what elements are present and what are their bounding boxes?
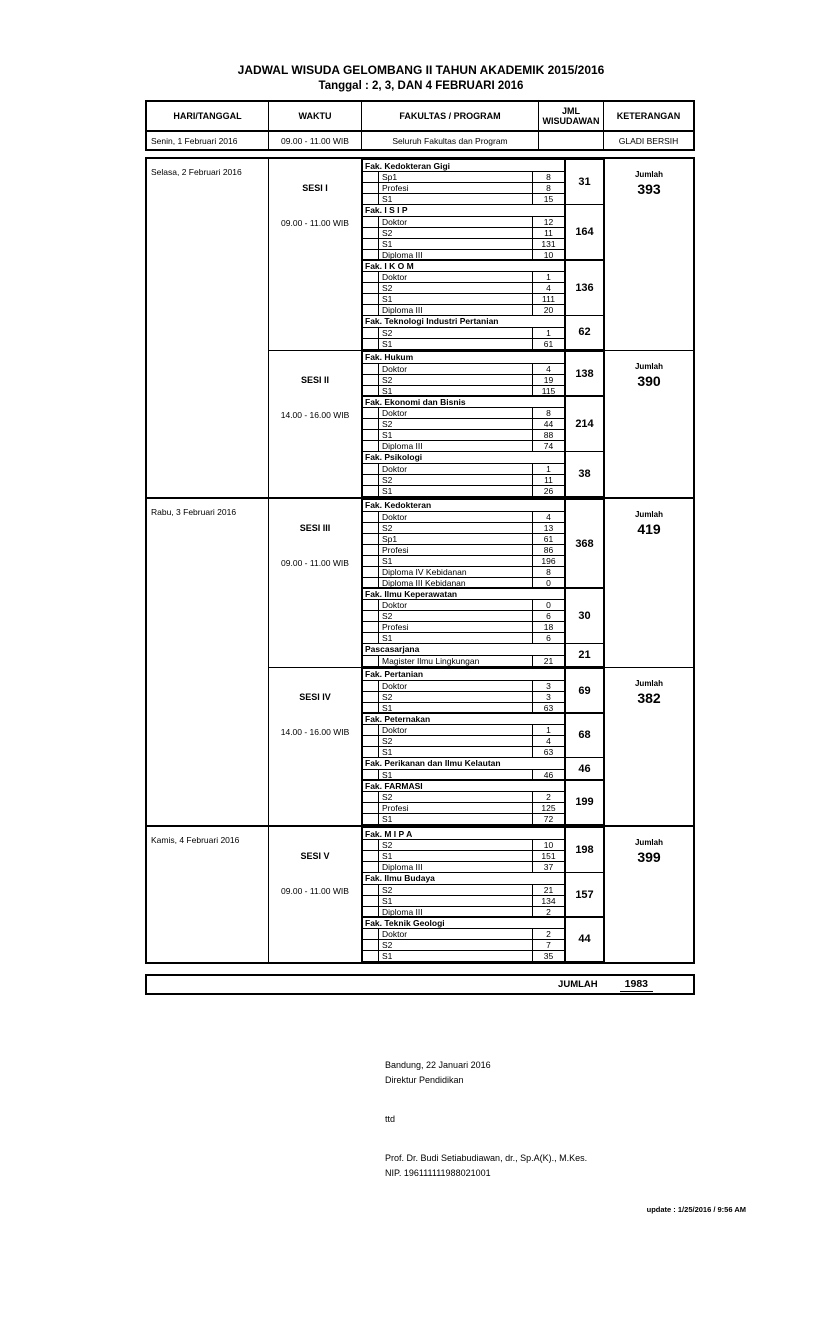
program-name: Doktor xyxy=(378,680,533,692)
program-count: 61 xyxy=(532,533,565,545)
session-label: SESI III xyxy=(299,522,331,533)
program-name: Profesi xyxy=(378,182,533,194)
day-block xyxy=(147,159,693,497)
program-name: Diploma III xyxy=(378,440,533,452)
day-date: Kamis, 4 Februari 2016 xyxy=(147,827,269,962)
jumlah-value: 382 xyxy=(637,689,661,706)
faculty-block xyxy=(362,668,604,714)
session-keterangan xyxy=(604,668,693,826)
program-name: S1 xyxy=(378,238,533,250)
table-header-wrap xyxy=(145,100,695,151)
day-date: Selasa, 2 Februari 2016 xyxy=(147,159,269,497)
program-count: 2 xyxy=(532,928,565,940)
program-name: S1 xyxy=(378,338,533,350)
session-time-cell xyxy=(269,351,362,497)
faculty-block xyxy=(362,395,604,452)
program-indent-cell xyxy=(362,813,379,825)
program-name: Diploma III xyxy=(378,304,533,316)
faculty-block xyxy=(362,779,604,825)
program-name: S2 xyxy=(378,374,533,386)
jumlah-label: Jumlah xyxy=(634,361,663,371)
program-count: 134 xyxy=(532,895,565,907)
faculty-block xyxy=(362,587,604,644)
program-name: S2 xyxy=(378,791,533,803)
program-name: S1 xyxy=(378,702,533,714)
program-count: 8 xyxy=(532,182,565,194)
session-label: SESI IV xyxy=(299,691,331,702)
program-count: 11 xyxy=(532,227,565,239)
program-count: 6 xyxy=(532,632,565,644)
program-name: Sp1 xyxy=(378,171,533,183)
day-block xyxy=(147,825,693,962)
update-timestamp: update : 1/25/2016 / 9:56 AM xyxy=(646,1205,746,1214)
program-count: 2 xyxy=(532,906,565,918)
program-count: 11 xyxy=(532,474,565,486)
program-name: Doktor xyxy=(378,724,533,736)
gladi-time: 09.00 - 11.00 WIB xyxy=(269,132,362,149)
faculty-block xyxy=(362,159,604,205)
page-title: JADWAL WISUDA GELOMBANG II TAHUN AKADEMIK 2015/2016 xyxy=(237,63,605,77)
program-name: Diploma IV Kebidanan xyxy=(378,566,533,578)
faculty-area xyxy=(362,499,604,667)
jumlah-value: 419 xyxy=(637,520,661,537)
session-keterangan xyxy=(604,351,693,497)
faculty-name: Pascasarjana xyxy=(362,643,565,656)
program-count: 44 xyxy=(532,418,565,430)
program-name: S1 xyxy=(378,950,533,962)
faculty-name: Fak. Perikanan dan Ilmu Kelautan xyxy=(362,757,565,770)
gladi-jml-empty xyxy=(539,132,604,149)
session-time-cell xyxy=(269,668,362,826)
program-name: S2 xyxy=(378,327,533,339)
program-name: S2 xyxy=(378,522,533,534)
col-header-hari: HARI/TANGGAL xyxy=(147,102,269,130)
faculty-table xyxy=(362,499,565,589)
program-count: 131 xyxy=(532,238,565,250)
program-count: 2 xyxy=(532,791,565,803)
faculty-subtotal: 157 xyxy=(565,872,604,918)
jumlah-value: 393 xyxy=(637,181,661,197)
program-name: S2 xyxy=(378,691,533,703)
faculty-block xyxy=(362,204,604,261)
faculty-block xyxy=(362,643,604,667)
program-name: Magister Ilmu Lingkungan xyxy=(378,655,533,667)
faculty-subtotal: 69 xyxy=(565,668,604,714)
jumlah-label: Jumlah xyxy=(634,170,663,179)
program-name: S1 xyxy=(378,895,533,907)
faculty-name: Fak. Kedokteran Gigi xyxy=(362,159,565,172)
program-name: Diploma III xyxy=(378,861,533,873)
sessions-column xyxy=(269,499,693,826)
program-count: 1 xyxy=(532,327,565,339)
table-days xyxy=(145,157,695,964)
footer-nip: NIP. 196111111988021001 xyxy=(385,1168,491,1178)
footer-position: Direktur Pendidikan xyxy=(385,1075,464,1085)
program-name: S2 xyxy=(378,610,533,622)
jumlah-label: Jumlah xyxy=(634,678,663,688)
program-count: 26 xyxy=(532,485,565,497)
faculty-subtotal: 136 xyxy=(565,259,604,316)
faculty-subtotal: 138 xyxy=(565,351,604,397)
page-subtitle: Tanggal : 2, 3, DAN 4 FEBRUARI 2016 xyxy=(318,80,524,92)
program-name: S1 xyxy=(378,429,533,441)
program-name: Sp1 xyxy=(378,533,533,545)
program-count: 63 xyxy=(532,702,565,714)
faculty-table xyxy=(362,204,565,261)
faculty-table xyxy=(362,395,565,452)
program-count: 115 xyxy=(532,385,565,397)
faculty-area xyxy=(362,827,604,962)
program-name: S2 xyxy=(378,282,533,294)
faculty-area xyxy=(362,351,604,497)
faculty-name: Fak. FARMASI xyxy=(362,779,565,792)
faculty-table xyxy=(362,712,565,758)
program-count: 10 xyxy=(532,839,565,851)
program-count: 4 xyxy=(532,282,565,294)
faculty-subtotal: 199 xyxy=(565,779,604,825)
session-row xyxy=(269,499,693,667)
col-header-keterangan: KETERANGAN xyxy=(616,111,681,121)
faculty-area xyxy=(362,159,604,350)
faculty-block xyxy=(362,872,604,918)
footer-signer-name: Prof. Dr. Budi Setiabudiawan, dr., Sp.A(K)., M.Kes. xyxy=(385,1153,588,1163)
program-name: S2 xyxy=(378,939,533,951)
session-row xyxy=(269,159,693,350)
faculty-name: Fak. Pertanian xyxy=(362,668,565,681)
faculty-block xyxy=(362,916,604,962)
program-name: S1 xyxy=(378,293,533,305)
program-count: 63 xyxy=(532,746,565,758)
program-count: 12 xyxy=(532,216,565,228)
jumlah-label: Jumlah xyxy=(634,509,663,519)
col-header-jml: JML WISUDAWAN xyxy=(539,102,604,130)
day-block xyxy=(147,497,693,826)
session-label: SESI II xyxy=(300,374,329,385)
program-count: 4 xyxy=(532,511,565,523)
faculty-name: Fak. Teknik Geologi xyxy=(362,916,565,929)
faculty-area xyxy=(362,668,604,826)
faculty-name: Fak. M I P A xyxy=(362,827,565,840)
program-count: 6 xyxy=(532,610,565,622)
program-count: 1 xyxy=(532,724,565,736)
program-count: 151 xyxy=(532,850,565,862)
faculty-table xyxy=(362,668,565,714)
program-indent-cell xyxy=(362,655,379,667)
faculty-subtotal: 214 xyxy=(565,395,604,452)
faculty-subtotal: 368 xyxy=(565,499,604,589)
grand-total-label: JUMLAH xyxy=(558,979,598,990)
faculty-subtotal: 44 xyxy=(565,916,604,962)
faculty-name: Fak. I S I P xyxy=(362,204,565,217)
program-name: Doktor xyxy=(378,599,533,611)
program-count: 8 xyxy=(532,407,565,419)
program-name: Profesi xyxy=(378,802,533,814)
session-label: SESI V xyxy=(300,851,330,861)
faculty-name: Fak. Ilmu Keperawatan xyxy=(362,587,565,600)
program-row xyxy=(362,338,565,350)
program-name: Profesi xyxy=(378,621,533,633)
faculty-block xyxy=(362,259,604,316)
session-time-cell xyxy=(269,159,362,350)
program-name: S1 xyxy=(378,193,533,205)
program-count: 8 xyxy=(532,171,565,183)
program-row xyxy=(362,813,565,825)
program-count: 72 xyxy=(532,813,565,825)
program-count: 196 xyxy=(532,555,565,567)
program-name: S1 xyxy=(378,555,533,567)
program-count: 8 xyxy=(532,566,565,578)
faculty-table xyxy=(362,451,565,497)
gladi-bersih-row xyxy=(147,130,693,149)
faculty-subtotal: 21 xyxy=(565,643,604,667)
program-count: 111 xyxy=(532,293,565,305)
faculty-table xyxy=(362,872,565,918)
faculty-table xyxy=(362,643,565,667)
faculty-name: Fak. Peternakan xyxy=(362,712,565,725)
program-name: S2 xyxy=(378,884,533,896)
program-name: Profesi xyxy=(378,544,533,556)
col-header-fakultas: FAKULTAS / PROGRAM xyxy=(362,102,539,130)
program-indent-cell xyxy=(362,950,379,962)
faculty-subtotal: 164 xyxy=(565,204,604,261)
faculty-name: Fak. Hukum xyxy=(362,351,565,364)
program-name: S2 xyxy=(378,735,533,747)
sessions-column xyxy=(269,827,693,962)
faculty-table xyxy=(362,827,565,873)
faculty-table xyxy=(362,259,565,316)
session-hours: 09.00 - 11.00 WIB xyxy=(281,218,349,228)
program-count: 3 xyxy=(532,691,565,703)
program-count: 86 xyxy=(532,544,565,556)
faculty-name: Fak. Teknologi Industri Pertanian xyxy=(362,315,565,328)
program-count: 18 xyxy=(532,621,565,633)
program-name: S1 xyxy=(378,850,533,862)
program-count: 35 xyxy=(532,950,565,962)
faculty-table xyxy=(362,916,565,962)
session-row xyxy=(269,827,693,962)
footer-place-date: Bandung, 22 Januari 2016 xyxy=(385,1060,491,1070)
program-name: Doktor xyxy=(378,363,533,375)
session-label: SESI I xyxy=(302,183,328,193)
program-name: S1 xyxy=(378,746,533,758)
session-hours: 09.00 - 11.00 WIB xyxy=(281,557,349,568)
gladi-note: GLADI BERSIH xyxy=(618,135,679,146)
program-count: 0 xyxy=(532,577,565,589)
faculty-table xyxy=(362,587,565,644)
table-header-row xyxy=(147,102,693,130)
program-name: Doktor xyxy=(378,928,533,940)
program-indent-cell xyxy=(362,485,379,497)
program-count: 7 xyxy=(532,939,565,951)
program-row xyxy=(362,655,565,667)
program-count: 61 xyxy=(532,338,565,350)
jumlah-value: 390 xyxy=(637,372,661,389)
faculty-block xyxy=(362,499,604,589)
faculty-table xyxy=(362,779,565,825)
faculty-subtotal: 30 xyxy=(565,587,604,644)
faculty-name: Fak. Kedokteran xyxy=(362,499,565,512)
program-name: S2 xyxy=(378,474,533,486)
program-count: 19 xyxy=(532,374,565,386)
program-count: 3 xyxy=(532,680,565,692)
program-count: 15 xyxy=(532,193,565,205)
program-count: 21 xyxy=(532,655,565,667)
program-count: 20 xyxy=(532,304,565,316)
program-count: 4 xyxy=(532,735,565,747)
program-name: S1 xyxy=(378,813,533,825)
program-indent-cell xyxy=(362,338,379,350)
faculty-subtotal: 46 xyxy=(565,757,604,781)
session-row xyxy=(269,667,693,826)
faculty-block xyxy=(362,712,604,758)
grand-total-row xyxy=(145,974,695,995)
day-date: Rabu, 3 Februari 2016 xyxy=(147,499,269,826)
faculty-table xyxy=(362,757,565,781)
gladi-day: Senin, 1 Februari 2016 xyxy=(147,132,269,149)
faculty-block xyxy=(362,757,604,781)
faculty-name: Fak. Psikologi xyxy=(362,451,565,464)
program-count: 4 xyxy=(532,363,565,375)
session-keterangan xyxy=(604,159,693,350)
faculty-subtotal: 198 xyxy=(565,827,604,873)
session-row xyxy=(269,350,693,497)
program-name: Doktor xyxy=(378,407,533,419)
jumlah-label: Jumlah xyxy=(634,838,663,847)
gladi-program: Seluruh Fakultas dan Program xyxy=(362,132,539,149)
col-header-waktu: WAKTU xyxy=(269,102,362,130)
faculty-subtotal: 62 xyxy=(565,315,604,350)
program-name: S2 xyxy=(378,839,533,851)
program-row xyxy=(362,950,565,962)
jumlah-value: 399 xyxy=(637,849,661,865)
faculty-block xyxy=(362,451,604,497)
session-keterangan xyxy=(604,827,693,962)
faculty-table xyxy=(362,159,565,205)
program-count: 1 xyxy=(532,463,565,475)
faculty-block xyxy=(362,351,604,397)
program-count: 21 xyxy=(532,884,565,896)
program-name: S2 xyxy=(378,227,533,239)
session-keterangan xyxy=(604,499,693,667)
program-name: S1 xyxy=(378,485,533,497)
program-count: 10 xyxy=(532,249,565,261)
program-count: 125 xyxy=(532,802,565,814)
session-time-cell xyxy=(269,827,362,962)
program-count: 0 xyxy=(532,599,565,611)
program-count: 74 xyxy=(532,440,565,452)
program-name: Doktor xyxy=(378,271,533,283)
signature-block xyxy=(385,1058,587,1181)
faculty-block xyxy=(362,827,604,873)
program-count: 13 xyxy=(532,522,565,534)
footer-ttd: ttd xyxy=(385,1114,396,1124)
faculty-block xyxy=(362,315,604,350)
program-name: Doktor xyxy=(378,511,533,523)
program-name: Doktor xyxy=(378,463,533,475)
program-count: 46 xyxy=(532,769,565,781)
program-name: Diploma III xyxy=(378,249,533,261)
session-time-cell xyxy=(269,499,362,667)
grand-total-value: 1983 xyxy=(620,978,653,992)
faculty-name: Fak. Ekonomi dan Bisnis xyxy=(362,395,565,408)
faculty-name: Fak. Ilmu Budaya xyxy=(362,872,565,885)
program-name: S1 xyxy=(378,632,533,644)
program-name: Doktor xyxy=(378,216,533,228)
faculty-name: Fak. I K O M xyxy=(362,259,565,272)
program-count: 37 xyxy=(532,861,565,873)
sessions-column xyxy=(269,159,693,497)
program-name: S1 xyxy=(378,769,533,781)
session-hours: 14.00 - 16.00 WIB xyxy=(280,409,350,420)
faculty-table xyxy=(362,351,565,397)
program-name: Diploma III xyxy=(378,906,533,918)
faculty-table xyxy=(362,315,565,350)
session-hours: 09.00 - 11.00 WIB xyxy=(281,886,349,896)
program-name: Diploma III Kebidanan xyxy=(378,577,533,589)
faculty-subtotal: 38 xyxy=(565,451,604,497)
faculty-subtotal: 68 xyxy=(565,712,604,758)
faculty-subtotal: 31 xyxy=(565,159,604,205)
schedule-table xyxy=(145,100,695,995)
program-row xyxy=(362,485,565,497)
session-hours: 14.00 - 16.00 WIB xyxy=(280,726,350,737)
program-name: S2 xyxy=(378,418,533,430)
program-count: 1 xyxy=(532,271,565,283)
program-count: 88 xyxy=(532,429,565,441)
program-name: S1 xyxy=(378,385,533,397)
